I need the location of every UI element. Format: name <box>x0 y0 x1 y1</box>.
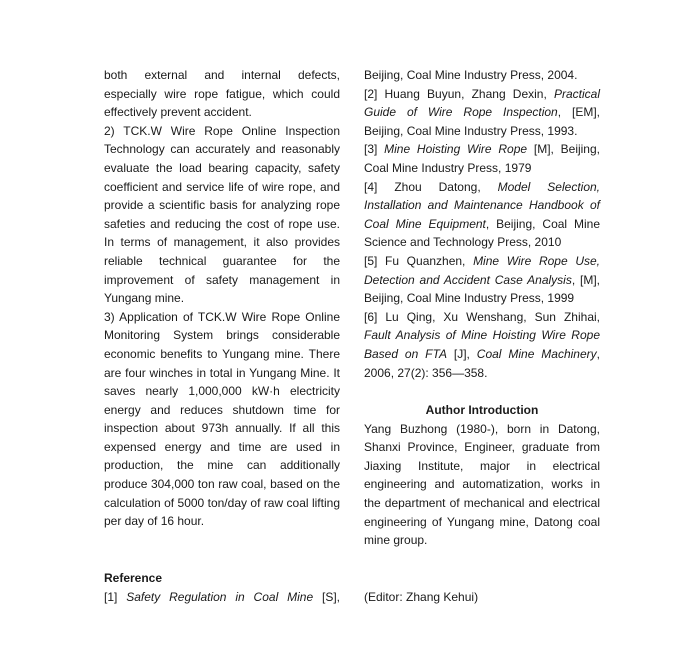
reference-5-prefix: [5] Fu Quanzhen, <box>364 253 474 268</box>
reference-2-prefix: [2] Huang Buyun, Zhang Dexin, <box>364 86 554 101</box>
reference-3-suffix: [M], Beijing, Coal Mine Industry Press, 1979 <box>364 142 600 175</box>
reference-5 <box>364 252 600 308</box>
reference-2-title: Practical Guide of Wire Rope Inspection <box>364 86 600 120</box>
reference-heading: Reference <box>104 571 163 585</box>
reference-1-title: Safety Regulation in Coal Mine <box>126 590 314 604</box>
reference-6-suffix: , 2006, 27(2): 356—358. <box>364 346 600 380</box>
reference-2-suffix: , [EM], Beijing, Coal Mine Industry Press, 1993. <box>364 105 601 138</box>
reference-2 <box>364 85 600 141</box>
left-column <box>104 66 340 531</box>
reference-4-title: Model Selection, Installation and Maintenance Handbook of Coal Mine Equipment <box>364 179 600 231</box>
reference-6-title: Fault Analysis of Mine Hoisting Wire Rope Based on FTA <box>364 328 600 361</box>
reference-1-prefix: [1] <box>104 590 127 604</box>
reference-6 <box>364 308 600 382</box>
right-column <box>364 66 600 550</box>
reference-5-title: Mine Wire Rope Use, Detection and Accident Case Analysis <box>364 253 600 287</box>
author-heading: Author Introduction <box>425 403 539 418</box>
reference-5-suffix: , [M], Beijing, Coal Mine Industry Press, 1999 <box>364 272 600 306</box>
conclusion-point-2: 2) TCK.W Wire Rope Online Inspection Technology can accurately and reasonably evaluate the load bearing capacity, safety coefficient and service life of wire rope, and provide a scientific basis for analyzing rope safeties and reducing the cost of rope use. In terms of management, it also provides reliable technical guarantee for the improvement of safety management in Yungang mine. <box>104 123 340 306</box>
reference-3-title: Mine Hoisting Wire Rope <box>384 142 528 157</box>
reference-6-middle: [J], <box>446 346 477 361</box>
reference-1-continuation: Beijing, Coal Mine Industry Press, 2004. <box>364 68 578 82</box>
conclusion-continuation: both external and internal defects, especially wire rope fatigue, which could effectively prevent accident. <box>104 68 340 120</box>
reference-6-journal: Coal Mine Machinery <box>476 346 597 361</box>
conclusion-point-3: 3) Application of TCK.W Wire Rope Online Monitoring System brings considerable economic benefits to Yungang mine. There are four winches in total in Yungang Mine. It saves nearly 1,000,000 kW·h electricity energy and reduces shutdown time for inspection about 973h annually. If all this expensed energy and time are used in production, the mine can additionally produce 304,000 ton raw coal, based on the calculation of 5000 ton/day of raw coal lifting per day of 16 hour. <box>104 309 340 529</box>
reference-3-prefix: [3] <box>364 142 385 157</box>
reference-6-prefix: [6] Lu Qing, Xu Wenshang, Sun Zhihai, <box>364 309 600 324</box>
reference-4-suffix: , Beijing, Coal Mine Science and Technology Press, 2010 <box>364 216 600 250</box>
editor-note: (Editor: Zhang Kehui) <box>364 590 479 604</box>
reference-1 <box>104 588 340 607</box>
reference-4 <box>364 178 600 252</box>
author-text: Yang Buzhong (1980-), born in Datong, Shanxi Province, Engineer, graduate from Jiaxing Institute, major in electrical engineering and automatization, works in the department of mechanical and electrical engineering of Yungang mine, Datong coal mine group. <box>364 421 600 548</box>
reference-3 <box>364 140 600 177</box>
reference-1-suffix: [S], <box>313 590 340 604</box>
reference-4-prefix: [4] Zhou Datong, <box>364 179 498 194</box>
